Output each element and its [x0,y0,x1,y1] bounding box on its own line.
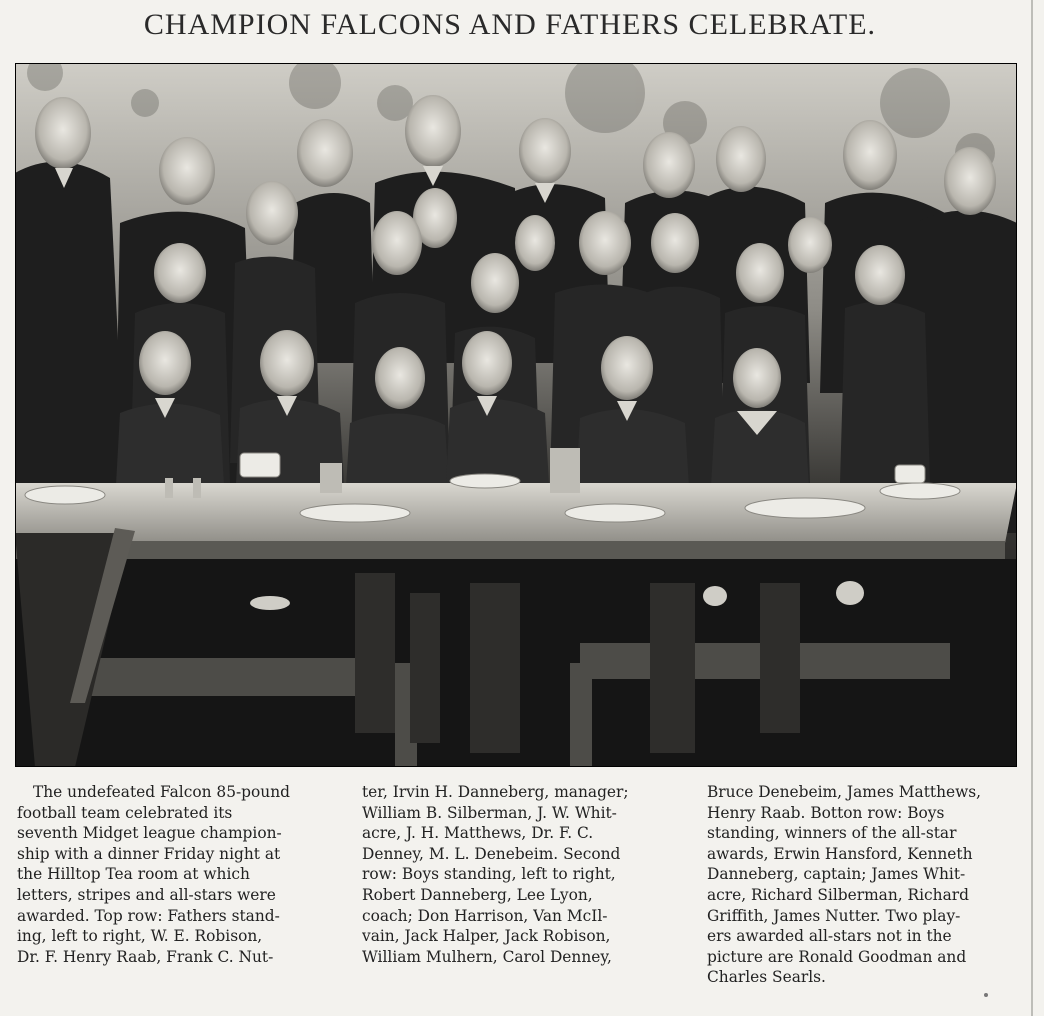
caption-line: football team celebrated its [17,803,233,822]
caption-line: Henry Raab. Botton row: Boys [707,803,945,822]
caption-line: ers awarded all-stars not in the [707,927,952,946]
caption-line: seventh Midget league champion- [17,824,282,843]
caption-line: ter, Irvin H. Danneberg, manager; [362,783,629,801]
caption-line: William B. Silberman, J. W. Whit- [362,803,617,822]
group-photograph [15,63,1017,767]
caption-line: The undefeated Falcon 85-pound [33,783,290,801]
caption-line: row: Boys standing, left to right, [362,865,616,884]
caption-line: acre, Richard Silberman, Richard [707,885,969,904]
caption-line: Charles Searls. [707,968,826,987]
caption-column-1 [17,782,337,1007]
caption-line: letters, stripes and all-stars were [17,885,276,904]
caption-line: the Hilltop Tea room at which [17,865,250,884]
caption-column-3 [707,782,1027,1007]
caption-line: William Mulhern, Carol Denney, [362,947,612,966]
caption-line: vain, Jack Halper, Jack Robison, [362,927,611,946]
headline: CHAMPION FALCONS AND FATHERS CELEBRATE. [143,8,877,41]
caption-line: Danneberg, captain; James Whit- [707,865,966,884]
caption-line: Bruce Denebeim, James Matthews, [707,783,982,801]
caption-line: awards, Erwin Hansford, Kenneth [707,844,973,863]
caption-line: Dr. F. Henry Raab, Frank C. Nut- [17,947,274,966]
caption-line: Robert Danneberg, Lee Lyon, [362,885,593,904]
caption-line: acre, J. H. Matthews, Dr. F. C. [362,824,594,843]
column-rule [1031,0,1033,1016]
caption-line: Denney, M. L. Denebeim. Second [362,844,621,863]
caption-line: awarded. Top row: Fathers stand- [17,906,280,925]
caption-column-2 [362,782,682,1007]
caption-line: ing, left to right, W. E. Robison, [17,927,263,946]
caption-line: coach; Don Harrison, Van McIl- [362,906,608,925]
caption-line: picture are Ronald Goodman and [707,947,967,966]
caption-line: ship with a dinner Friday night at [17,844,281,863]
caption-line: standing, winners of the all-star [707,824,957,843]
caption-line: Griffith, James Nutter. Two play- [707,906,961,925]
print-speck [984,993,988,997]
